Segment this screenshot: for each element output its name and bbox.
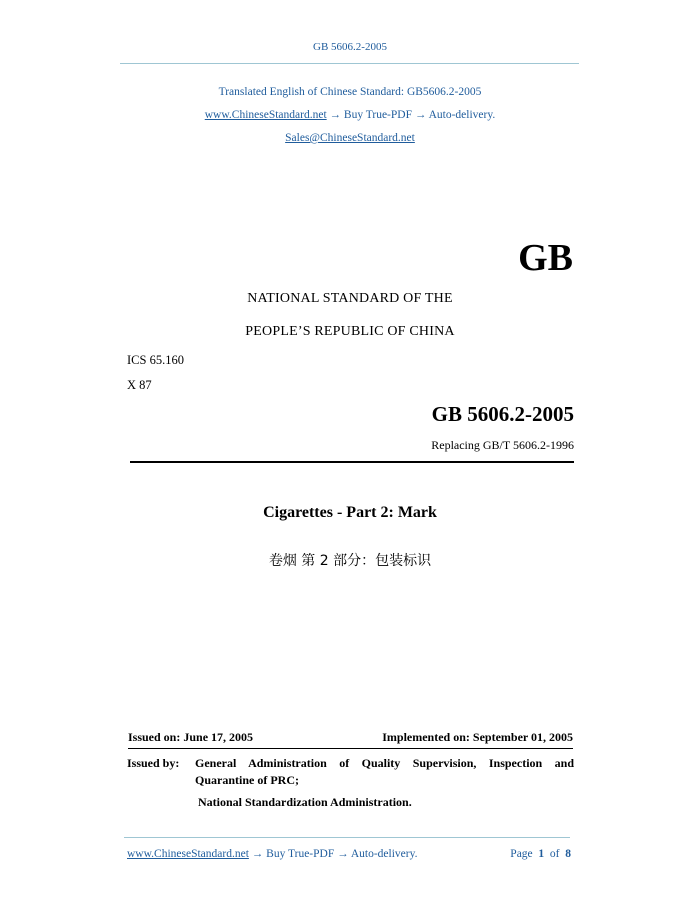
promo-site-link[interactable]: www.ChineseStandard.net xyxy=(204,109,327,121)
issuer-2: National Standardization Administration. xyxy=(198,795,412,809)
page-current: 1 xyxy=(538,848,545,860)
national-standard-line2: PEOPLE’S REPUBLIC OF CHINA xyxy=(245,324,455,339)
title-chinese: 卷烟 第 2 部分：包装标识 xyxy=(268,553,432,569)
page-total: 8 xyxy=(565,848,571,860)
running-header: GB 5606.2-2005 xyxy=(313,41,387,53)
issued-on-date: Issued on: June 17, 2005 xyxy=(128,730,254,744)
gb-logo: GB xyxy=(518,237,573,279)
replacing-standard: Replacing GB/T 5606.2-1996 xyxy=(431,438,574,452)
ics-code: ICS 65.160 xyxy=(127,353,184,367)
title-english: Cigarettes - Part 2: Mark xyxy=(263,504,437,521)
promo-email-link[interactable]: Sales@ChineseStandard.net xyxy=(285,132,415,144)
cover-divider xyxy=(130,461,574,463)
classification-code: X 87 xyxy=(127,378,152,392)
header-divider xyxy=(120,63,579,64)
footer-promo xyxy=(127,848,417,860)
page-of: of xyxy=(549,848,560,860)
page-indicator xyxy=(510,848,571,860)
promo-email-line xyxy=(0,132,700,144)
issuer-1-line2: Quarantine of PRC; xyxy=(195,773,299,787)
footer-site-suffix: → Buy True-PDF → Auto-delivery. xyxy=(248,848,418,860)
issued-by-label: Issued by: xyxy=(127,756,180,770)
issuer-1-line1: General Administration of Quality Supervision, Inspection and xyxy=(195,756,574,770)
footer-divider xyxy=(124,837,570,838)
national-standard-line1: NATIONAL STANDARD OF THE xyxy=(247,291,453,306)
issue-divider xyxy=(128,748,573,749)
promo-site-suffix: → Buy True-PDF → Auto-delivery. xyxy=(326,109,496,121)
page-label: Page xyxy=(510,848,533,860)
implemented-on-date: Implemented on: September 01, 2005 xyxy=(382,730,573,744)
footer-site-link[interactable]: www.ChineseStandard.net xyxy=(127,848,249,860)
standard-code: GB 5606.2-2005 xyxy=(431,402,574,426)
promo-site-line xyxy=(0,109,700,121)
promo-translation-line: Translated English of Chinese Standard: GB5606.2-2005 xyxy=(218,86,482,98)
